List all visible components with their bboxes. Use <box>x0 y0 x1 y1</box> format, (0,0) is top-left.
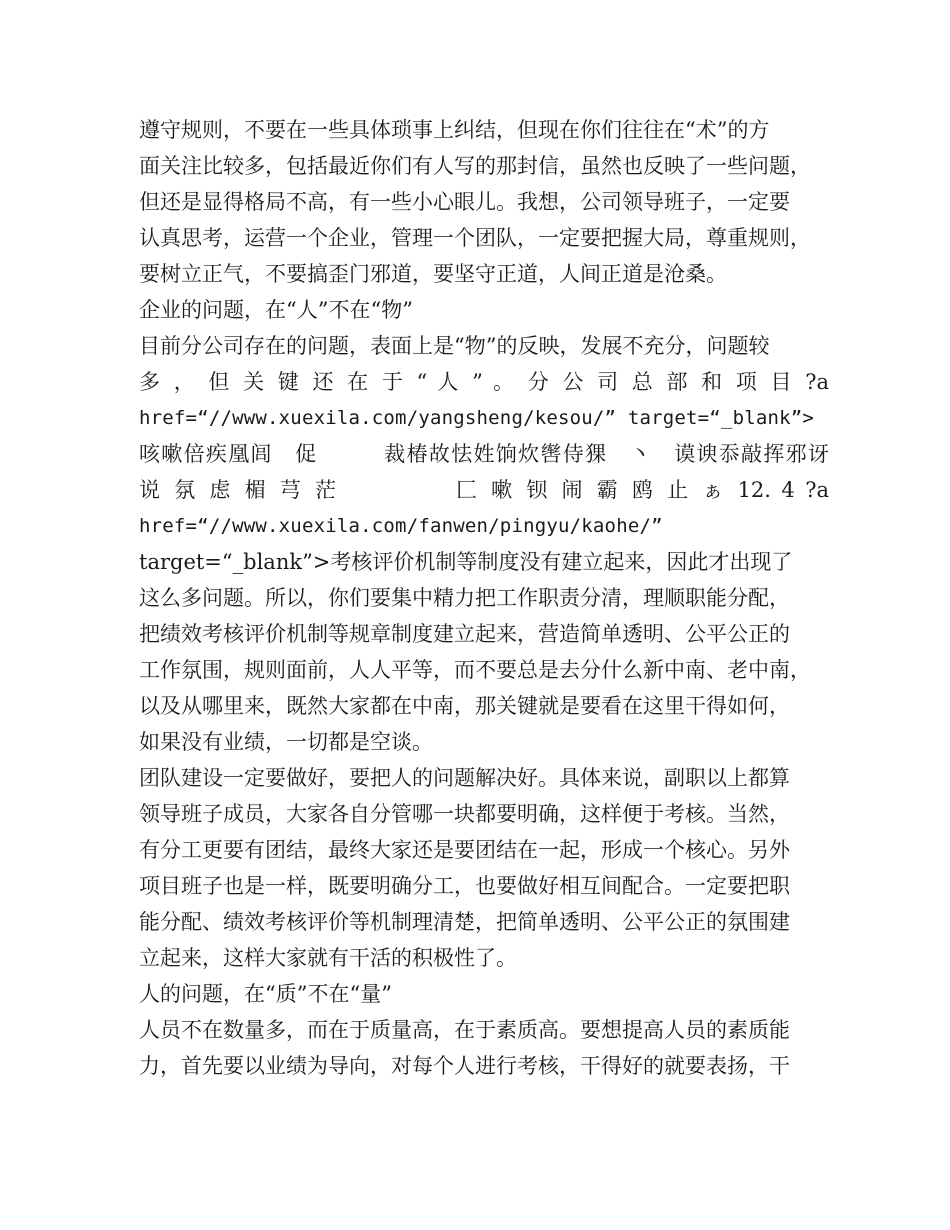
text-line: 人员不在数量多，而在于质量高，在于素质高。要想提高人员的素质能 <box>139 1018 790 1042</box>
text-line: 工作氛围，规则面前，人人平等，而不要总是去分什么新中南、老中南， <box>139 658 811 682</box>
text-line: 多 ， 但 关 键 还 在 于 “ 人 ” 。 分 公 司 总 部 和 项 目 ?a <box>139 370 829 394</box>
text-line: 这么多问题。所以，你们要集中精力把工作职责分清，理顺职能分配， <box>139 586 790 610</box>
text-line: 以及从哪里来，既然大家都在中南，那关键就是要看在这里干得如何， <box>139 694 790 718</box>
section-heading: 人的问题，在“质”不在“量” <box>139 982 392 1006</box>
text-line: 遵守规则，不要在一些具体琐事上纠结，但现在你们往往在“术”的方 <box>139 118 770 142</box>
document-page <box>139 112 829 1084</box>
text-line: 团队建设一定要做好，要把人的问题解决好。具体来说，副职以上都算 <box>139 766 790 790</box>
text-line: 把绩效考核评价机制等规章制度建立起来，营造简单透明、公平公正的 <box>139 622 790 646</box>
text-line: 领导班子成员，大家各自分管哪一块都要明确，这样便于考核。当然， <box>139 802 790 826</box>
text-line: target=“_blank”>考核评价机制等制度没有建立起来，因此才出现了 <box>139 550 793 574</box>
html-fragment-line: href=“//www.xuexila.com/fanwen/pingyu/kaohe/” <box>139 515 663 537</box>
text-line: 力，首先要以业绩为导向，对每个人进行考核，干得好的就要表扬，干 <box>139 1054 790 1078</box>
text-line: 项目班子也是一样，既要明确分工，也要做好相互间配合。一定要把职 <box>139 874 790 898</box>
text-line: 面关注比较多，包括最近你们有人写的那封信，虽然也反映了一些问题， <box>139 154 811 178</box>
garbled-text-line: 咳嗽倍疾凰闾 促 裁椿故怯姓饷炊辔侍猓 丶 谟谀忝敲挥邪讶 <box>139 442 829 466</box>
text-line: 立起来，这样大家就有干活的积极性了。 <box>139 946 517 970</box>
text-line: 有分工更要有团结，最终大家还是要团结在一起，形成一个核心。另外 <box>139 838 790 862</box>
garbled-text-line: 说 氛 虑 楣 芎 茫 匚 嗽 钡 闹 霸 鸥 止 ぁ 12. 4 ?a <box>139 478 829 502</box>
text-line: 但还是显得格局不高，有一些小心眼儿。我想，公司领导班子，一定要 <box>139 190 790 214</box>
text-line: 如果没有业绩，一切都是空谈。 <box>139 730 433 754</box>
text-line: 能分配、绩效考核评价等机制理清楚，把简单透明、公平公正的氛围建 <box>139 910 790 934</box>
html-fragment-line: href=“//www.xuexila.com/yangsheng/kesou/” target=“_blank”> <box>139 407 815 429</box>
text-line: 认真思考，运营一个企业，管理一个团队，一定要把握大局，尊重规则， <box>139 226 811 250</box>
section-heading: 企业的问题，在“人”不在“物” <box>139 298 413 322</box>
text-line: 目前分公司存在的问题，表面上是“物”的反映，发展不充分，问题较 <box>139 334 770 358</box>
text-line: 要树立正气，不要搞歪门邪道，要坚守正道，人间正道是沧桑。 <box>139 262 727 286</box>
